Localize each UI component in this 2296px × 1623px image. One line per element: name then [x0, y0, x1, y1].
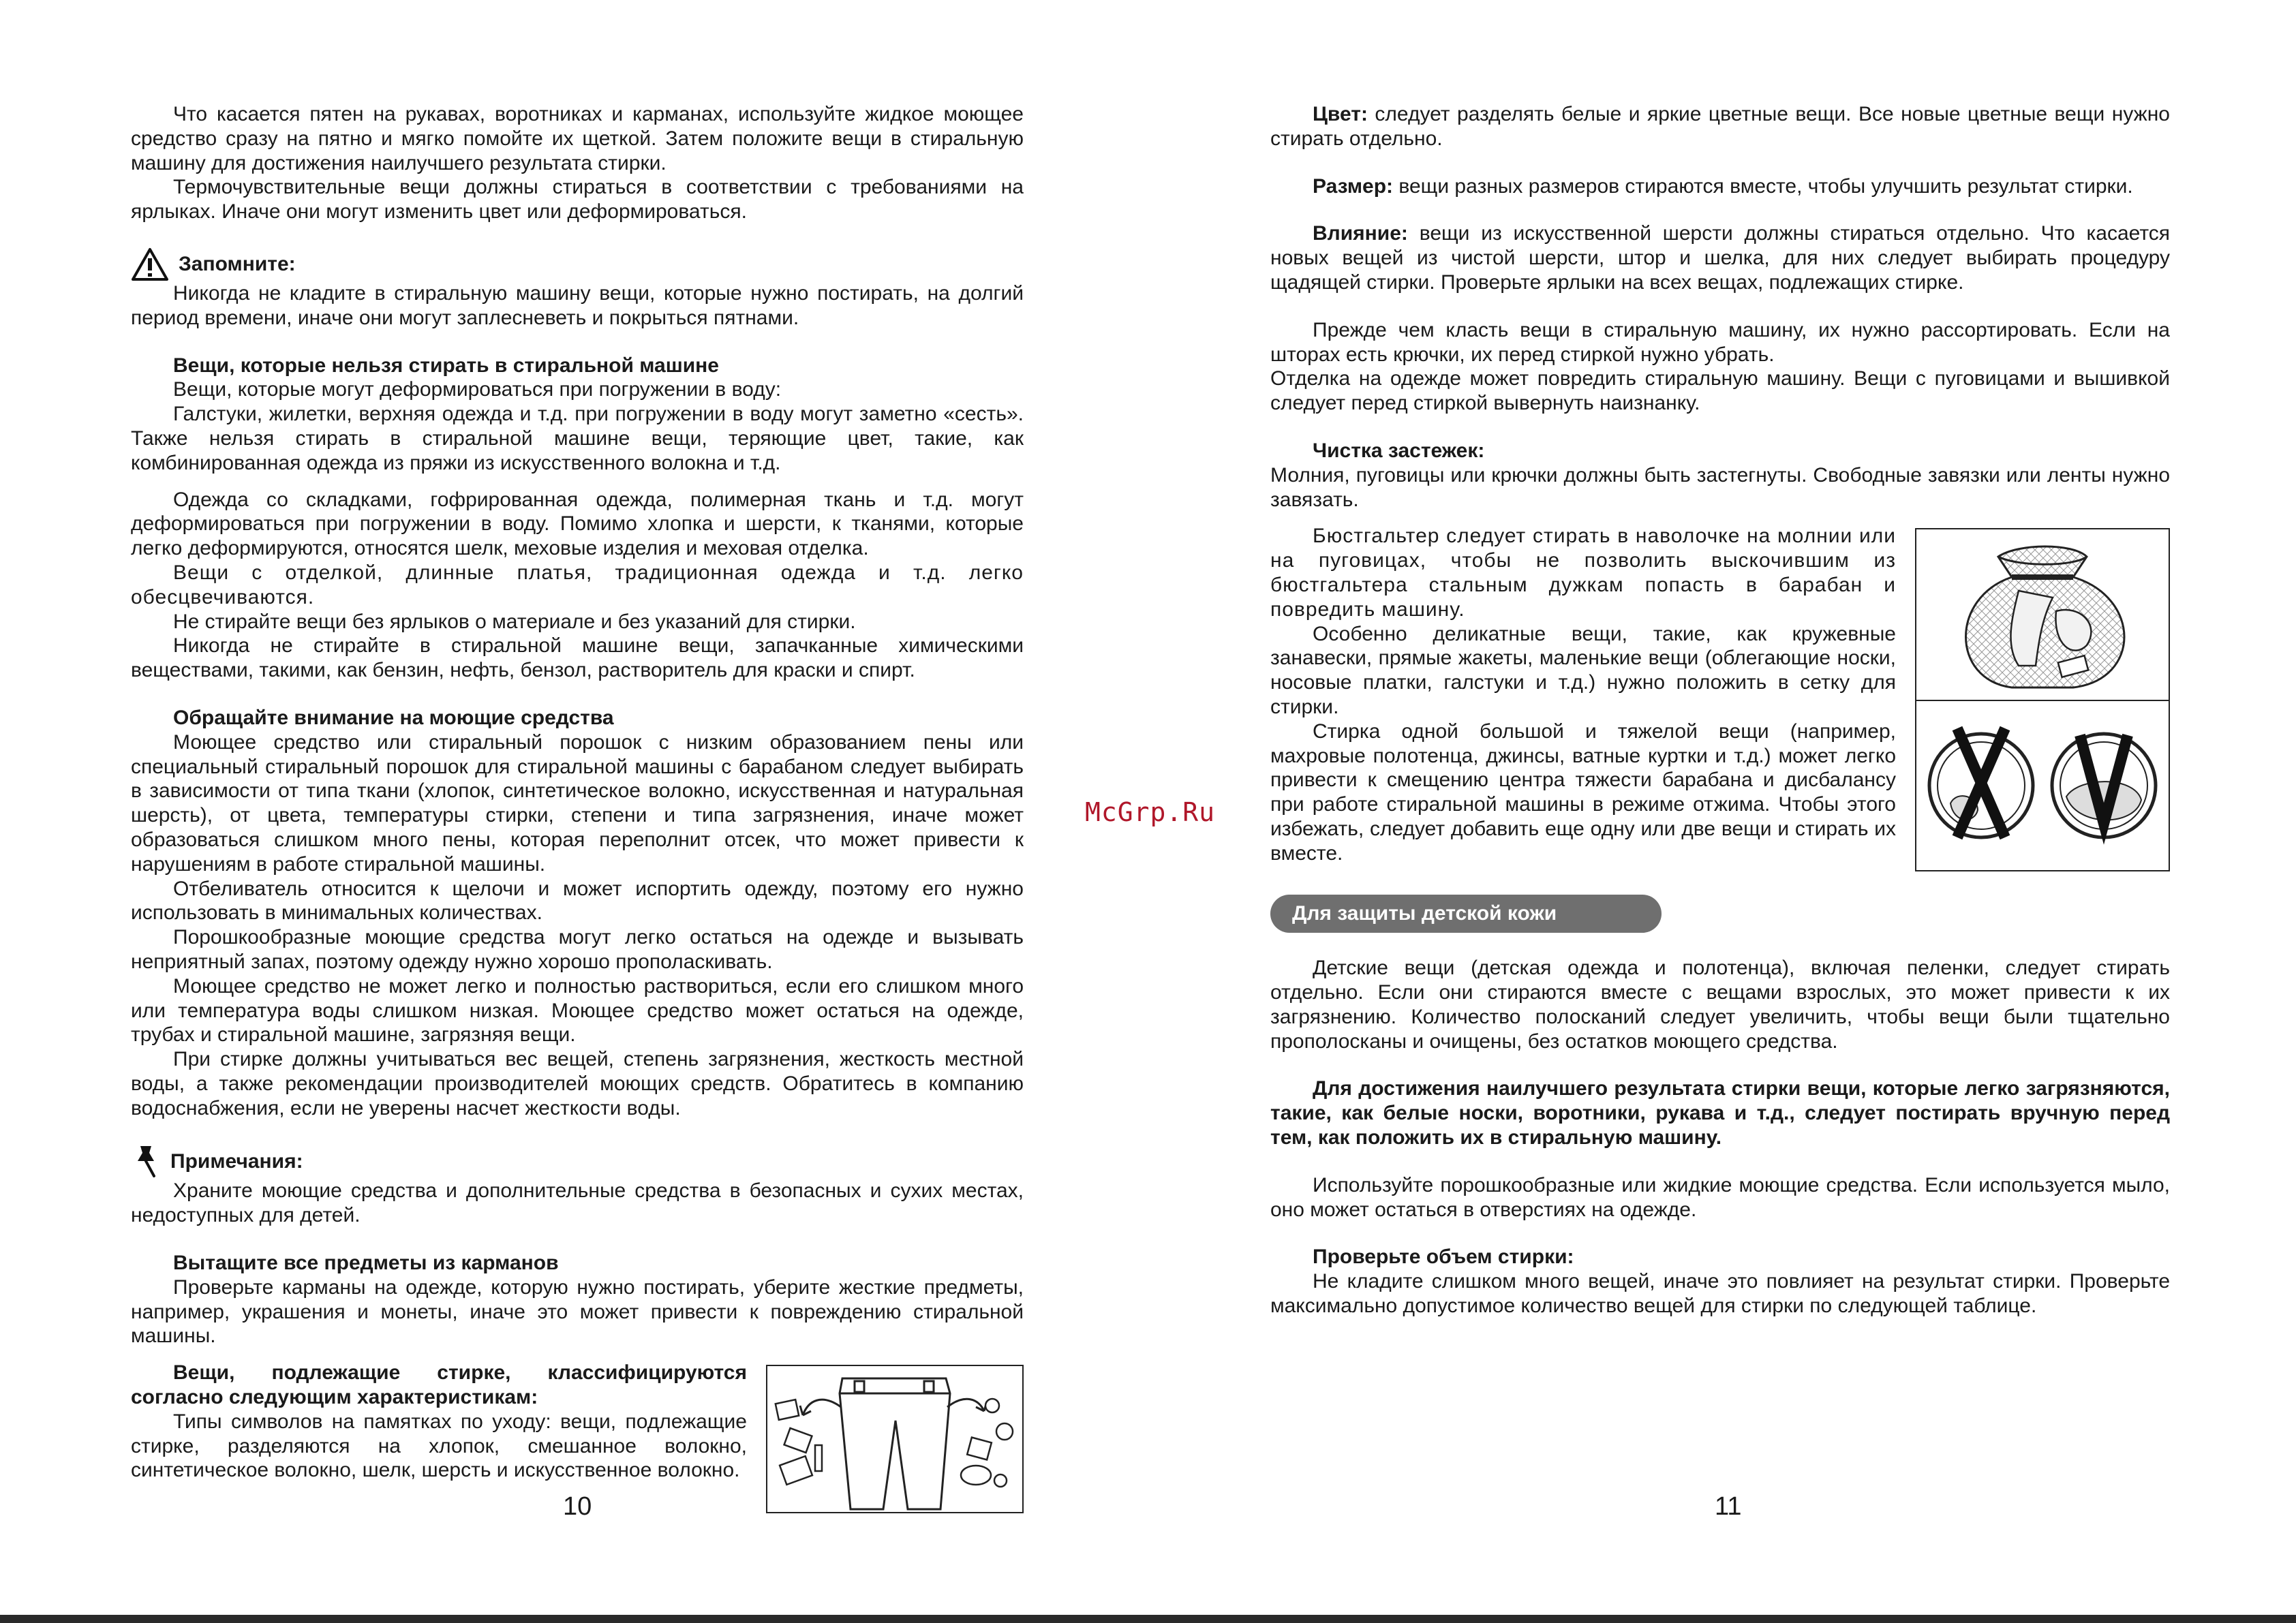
paragraph-dissolve: Моющее средство не может легко и полностью раствориться, если его слишком много или температура воды слишком низкая. Моющее средство может остаться на одежде, трубах и стиральной машине, загрязняя вещи.: [131, 974, 1024, 1047]
paragraph-powder-or-liquid: Используйте порошкообразные или жидкие моющие средства. Если используется мыло, оно может остаться в отверстиях на одежде.: [1270, 1173, 2170, 1221]
influence-label: Влияние:: [1313, 222, 1408, 245]
paragraph-color: [1270, 102, 2170, 151]
paragraph-water-hardness: При стирке должны учитываться вес вещей, степень загрязнения, жесткость местной воды, а также рекомендации производителей моющих средств. Обратитесь в компанию водоснабжения, если не уверены насчет жесткости воды.: [131, 1048, 1024, 1119]
paragraph-trim: Вещи с отделкой, длинные платья, традиционная одежда и т.д. легко обесцвечиваются.: [131, 561, 1024, 608]
paragraph-powder: Порошкообразные моющие средства могут легко остаться на одежде и вызывать неприятный запах, поэтому одежду нужно хорошо прополаскивать.: [131, 926, 1024, 973]
paragraph-prewash: Для достижения наилучшего результата стирки вещи, которые легко загрязняются, такие, как белые носки, воротники, рукава и т.д., следует постирать вручную перед тем, как положить их в стиральную машину.: [1270, 1077, 2170, 1149]
paragraph-delicate: Особенно деликатные вещи, такие, как кружевные занавески, прямые жакеты, маленькие вещи (облегающие носки, носовые платки, галстуки и т.д.) нужно положить в сетку для стирки.: [1270, 622, 1896, 718]
size-label: Размер:: [1313, 174, 1394, 198]
remember-text: Никогда не кладите в стиральную машину вещи, которые нужно постирать, на долгий период времени, иначе они могут заплесневеть и покрыться пятнами.: [131, 281, 1024, 329]
paragraph-children: Детские вещи (детская одежда и полотенца), включая пеленки, следует стирать отдельно. Если они стираются вместе с вещами взрослых, это может привести к их загрязнению. Количество полосканий следует увеличить, чтобы вещи были тщательно прополосканы и очищены, без остатков моющего средства.: [1270, 957, 2170, 1053]
remember-title: Запомните:: [179, 253, 296, 276]
paragraph-trim-damage: Отделка на одежде может повредить стиральную машину. Вещи с пуговицами и вышивкой следует перед стиркой вывернуть наизнанку.: [1270, 367, 2170, 415]
paragraph-heat-sensitive: Термочувствительные вещи должны стираться в соответствии с требованиями на ярлыках. Иначе они могут изменить цвет или деформироваться.: [131, 176, 1024, 223]
laundry-illustration: [1915, 528, 2170, 871]
paragraph-load: Не кладите слишком много вещей, иначе это повлияет на результат стирки. Проверьте максимально допустимое количество вещей для стирки по следующей таблице.: [1270, 1270, 2170, 1317]
cross-mark-icon: [1957, 728, 2005, 837]
drum-load-image: [1916, 701, 2169, 870]
page-number-right: 11: [1715, 1492, 1742, 1521]
fasteners-heading: Чистка застежек:: [1313, 439, 1485, 462]
detergent-heading: Обращайте внимание на моющие средства: [173, 706, 614, 729]
not-washable-heading: Вещи, которые нельзя стирать в стиральной машине: [173, 354, 719, 377]
laundry-net-image: [1916, 529, 2169, 700]
paragraph-fasteners: Молния, пуговицы или крючки должны быть застегнуты. Свободные завязки или ленты нужно завязать.: [1270, 463, 2170, 511]
influence-text: вещи из искусственной шерсти должны стираться отдельно. Что касается новых вещей из чистой шерсти, штор и шелка, для них следует выбирать процедуру щадящей стирки. Проверьте ярлыки на всех вещах, подлежащих стирке.: [1270, 222, 2170, 294]
remember-heading: [131, 247, 1024, 281]
paragraph-stains: Что касается пятен на рукавах, воротниках и карманах, используйте жидкое моющее средство сразу на пятно и мягко помойте их щеткой. Затем положите вещи в стиральную машину для достижения наилучшего результата стирки.: [131, 103, 1024, 174]
paragraph-size: [1270, 174, 2170, 199]
notes-text: Храните моющие средства и дополнительные средства в безопасных и сухих местах, недоступных для детей.: [131, 1179, 1024, 1227]
paragraph-pockets: Проверьте карманы на одежде, которую нужно постирать, уберите жесткие предметы, например, украшения и монеты, иначе это может привести к повреждению стиральной машины.: [131, 1276, 1024, 1348]
left-column: [131, 102, 1024, 1513]
paragraph-heavy-item: Стирка одной большой и тяжелой вещи (например, махровые полотенца, джинсы, ватные куртки и т.д.) может легко привести к смещению центра тяжести барабана и дисбалансу при работе стиральной машины в режиме отжима. Чтобы этого избежать, следует добавить еще одну или две вещи и стирать их вместе.: [1270, 720, 1896, 865]
laundry-net-figure: [1916, 529, 2169, 701]
paragraph-bra: Бюстгальтер следует стирать в наволочке на молнии или на пуговицах, чтобы не позволить выскочившим из бюстгальтера стальным дужкам попасть в барабан и повредить машину.: [1270, 525, 1896, 621]
color-label: Цвет:: [1313, 103, 1368, 125]
paragraph-ties: Галстуки, жилетки, верхняя одежда и т.д. при погружении в воду могут заметно «сесть». Также нельзя стирать в стиральной машине вещи, теряющие цвет, такие, как комбинированная одежда из пряжи из искусственного волокна и т.д.: [131, 403, 1024, 474]
pushpin-icon: [131, 1143, 161, 1179]
paragraph-influence: [1270, 221, 2170, 294]
notes-heading: [131, 1143, 1024, 1179]
paragraph-care-symbols: Типы символов на памятках по уходу: вещи, подлежащие стирке, разделяются на хлопок, смешанное волокно, синтетическое волокно, шелк, шерсть и искусственное волокно.: [131, 1410, 747, 1482]
page-number-left: 10: [563, 1492, 592, 1521]
pants-pocket-image: [767, 1366, 1022, 1512]
right-column: [1270, 102, 2170, 1318]
size-text: вещи разных размеров стираются вместе, чтобы улучшить результат стирки.: [1398, 174, 2133, 198]
warning-icon: [131, 247, 169, 281]
not-washable-subheading: Вещи, которые могут деформироваться при погружении в воду:: [173, 378, 782, 401]
right-page: [1148, 0, 2296, 1623]
classify-heading: Вещи, подлежащие стирке, классифицируются согласно следующим характеристикам:: [131, 1361, 747, 1409]
paragraph-pleats: Одежда со складками, гофрированная одежда, полимерная ткань и т.д. могут деформироваться при погружении в воду. Помимо хлопка и шерсти, к тканями, которые легко деформируются, относятся шелк, меховые изделия и меховая отделка.: [131, 488, 1024, 560]
color-text: следует разделять белые и яркие цветные вещи. Все новые цветные вещи нужно стирать отдельно.: [1270, 103, 2170, 150]
scan-edge: [0, 1615, 2296, 1623]
load-heading: Проверьте объем стирки:: [1313, 1246, 1574, 1269]
paragraph-sort: Прежде чем класть вещи в стиральную машину, их нужно рассортировать. Если на шторах есть крючки, их перед стиркой нужно убрать.: [1270, 318, 2170, 366]
drum-load-figure: [1916, 701, 2169, 870]
pockets-illustration: [766, 1365, 1024, 1513]
child-skin-label: Для защиты детской кожи: [1270, 895, 1662, 933]
paragraph-bleach: Отбеливатель относится к щелочи и может испортить одежду, поэтому его нужно использовать в минимальных количествах.: [131, 877, 1024, 925]
pockets-heading: Вытащите все предметы из карманов: [173, 1252, 559, 1275]
paragraph-no-labels: Не стирайте вещи без ярлыков о материале и без указаний для стирки.: [173, 610, 856, 633]
paragraph-detergent: Моющее средство или стиральный порошок с низким образованием пены или специальный стиральный порошок для стиральной машины с барабаном следует выбирать в зависимости от типа ткани (хлопок, синтетическое волокно, искусственная и натуральная шерсть), от цвета, температуры стирки, степени и типа загрязнения, иначе может образоваться слишком много пены, которая переполнит отсек, что может привести к нарушениям в работе стиральной машины.: [131, 730, 1024, 876]
watermark: McGrp.Ru: [1085, 797, 1216, 827]
notes-title: Примечания:: [170, 1149, 303, 1173]
paragraph-chemicals: Никогда не стирайте в стиральной машине вещи, запачканные химическими веществами, такими, как бензин, нефть, бензол, растворитель для краски и спирт.: [131, 634, 1024, 682]
